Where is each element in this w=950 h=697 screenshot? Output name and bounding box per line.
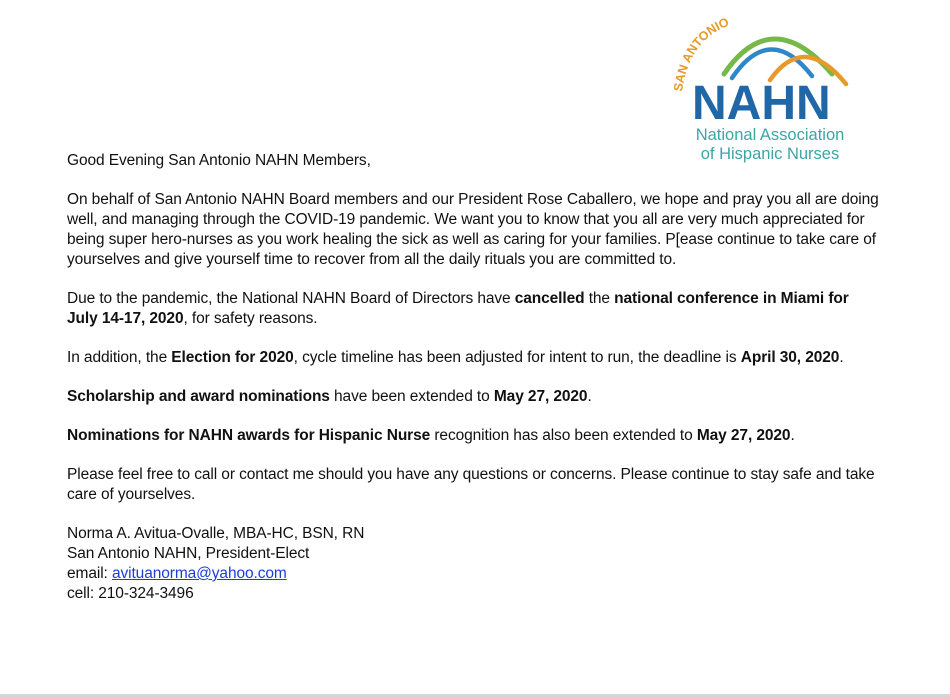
signature-block (67, 524, 882, 604)
paragraph-conference (67, 289, 882, 329)
election-bold: Election for 2020 (171, 349, 294, 366)
election-deadline-bold: April 30, 2020 (740, 349, 840, 366)
conference-text-3: , for safety reasons. (183, 310, 318, 327)
logo-acronym: NAHN (692, 77, 831, 130)
email-label: email: (67, 565, 112, 582)
signature-email-line (67, 564, 882, 584)
paragraph-nominations (67, 426, 882, 446)
election-text-3: . (839, 349, 844, 366)
nominations-date-bold: May 27, 2020 (696, 427, 791, 444)
signature-name: Norma A. Avitua-Ovalle, MBA-HC, BSN, RN (67, 525, 365, 542)
conference-text-1: Due to the pandemic, the National NAHN Board of Directors have (67, 290, 515, 307)
nominations-period: . (790, 427, 795, 444)
cancelled-bold: cancelled (514, 290, 585, 307)
signature-cell: cell: 210-324-3496 (67, 585, 194, 602)
paragraph-closing: Please feel free to call or contact me should you have any questions or concerns. Please continue to stay safe and take care of yourselves. (67, 466, 875, 503)
paragraph-intro: On behalf of San Antonio NAHN Board members and our President Rose Caballero, we hope and pray you all are doing well, and managing through the COVID-19 pandemic. We want you to know that you all are very much appreciated for being super hero-nurses as you work healing the sick as well as caring for your families. P[ease continue to take care of yourselves and give yourself time to recover from all the daily rituals you are committed to. (67, 191, 879, 268)
scholarship-period: . (587, 388, 592, 405)
greeting: Good Evening San Antonio NAHN Members, (67, 152, 371, 169)
scholarship-date-bold: May 27, 2020 (493, 388, 588, 405)
conference-text-2: the (584, 290, 615, 307)
election-text-1: In addition, the (67, 349, 172, 366)
nahn-logo (662, 14, 852, 170)
email-link[interactable]: avituanorma@yahoo.com (111, 565, 287, 582)
logo-subtitle-line1: National Association (695, 126, 845, 144)
nominations-text: recognition has also been extended to (430, 427, 697, 444)
logo-arc-text: SAN ANTONIO (671, 14, 731, 93)
conference-details-bold: national conference in Miami for July 14-17, 2020 (67, 290, 849, 327)
scholarship-text: have been extended to (329, 388, 494, 405)
paragraph-election (67, 348, 882, 368)
scholarship-bold: Scholarship and award nominations (67, 388, 330, 405)
letter-body (67, 151, 882, 604)
logo-subtitle-line2: of Hispanic Nurses (700, 145, 840, 163)
paragraph-scholarship (67, 387, 882, 407)
election-text-2: , cycle timeline has been adjusted for intent to run, the deadline is (293, 349, 741, 366)
nominations-bold: Nominations for NAHN awards for Hispanic Nurse (67, 427, 431, 444)
signature-title: San Antonio NAHN, President-Elect (67, 545, 310, 562)
